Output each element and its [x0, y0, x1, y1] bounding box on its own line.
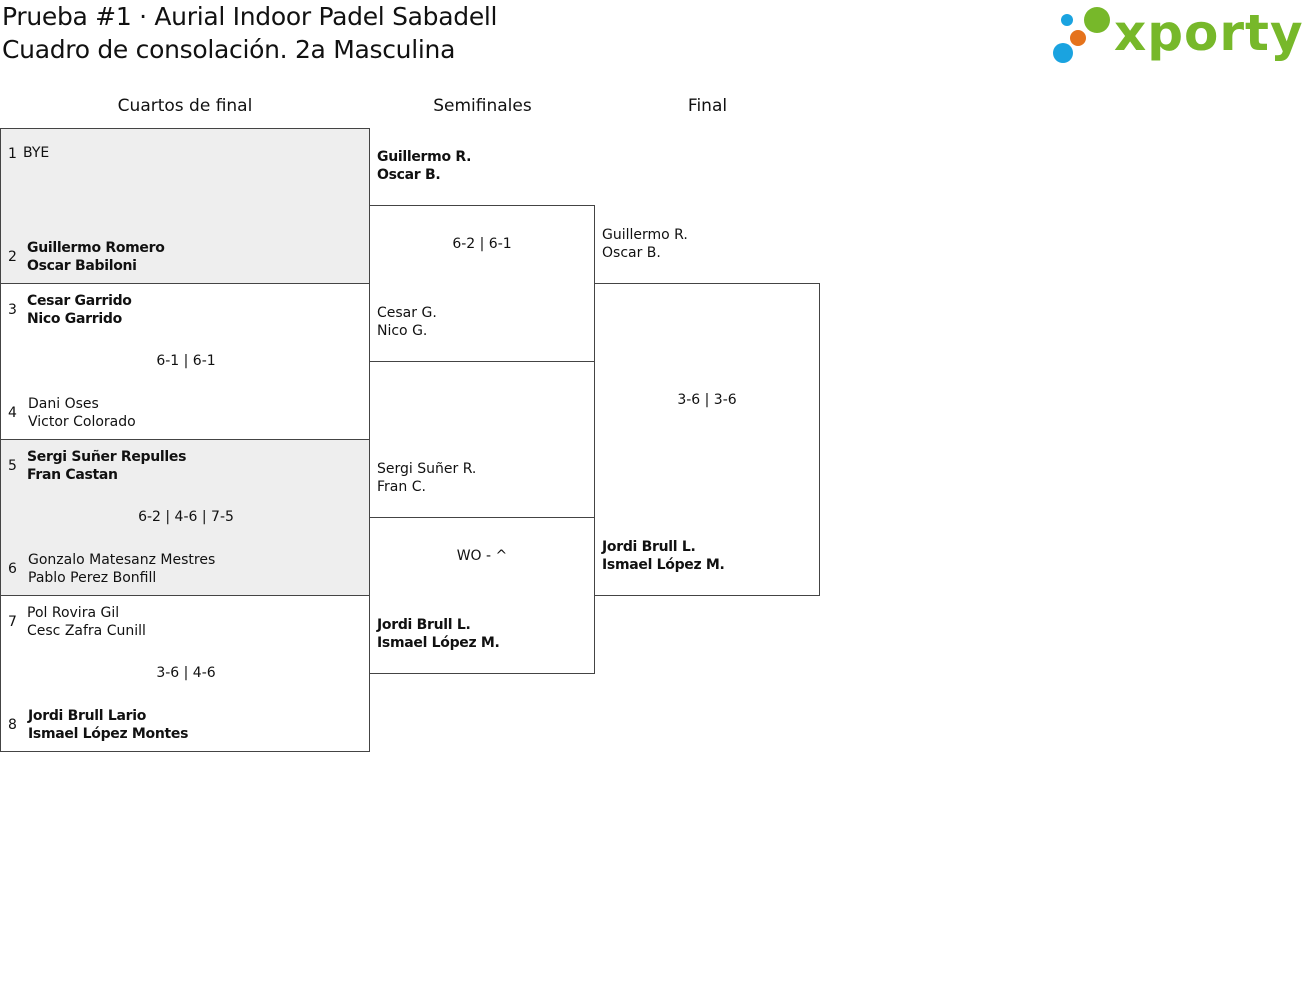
match-score: 3-6 | 4-6	[156, 665, 216, 681]
player-name: Jordi Brull Lario	[28, 708, 147, 724]
team-pair-winner	[27, 448, 186, 484]
player-name: Jordi Brull L.	[602, 539, 696, 555]
final-match	[594, 283, 820, 596]
bye-label: BYE	[23, 145, 50, 161]
seed-number: 7	[8, 614, 17, 630]
seed-number: 4	[8, 405, 17, 421]
player-name: Gonzalo Matesanz Mestres	[28, 552, 216, 568]
player-name: Oscar B.	[602, 245, 661, 261]
seed-number: 8	[8, 717, 17, 733]
match-score: 6-1 | 6-1	[156, 353, 216, 369]
player-name: Sergi Suñer Repulles	[27, 449, 187, 465]
team-pair-winner	[27, 292, 132, 328]
semifinal-match-1	[369, 205, 595, 362]
player-name: Jordi Brull L.	[377, 617, 471, 633]
team-pair	[27, 604, 146, 640]
seed-number: 2	[8, 249, 17, 265]
match-score: 3-6 | 3-6	[677, 392, 737, 408]
round-label-semifinals: Semifinales	[433, 96, 532, 116]
player-name: Pol Rovira Gil	[27, 605, 120, 621]
team-pair-winner	[27, 239, 165, 275]
player-name: Victor Colorado	[28, 414, 136, 430]
seed-number: 5	[8, 458, 17, 474]
final-team-bottom	[602, 538, 725, 574]
player-name: Sergi Suñer R.	[377, 461, 477, 477]
xporty-logo	[1050, 4, 1304, 70]
player-name: Cesar G.	[377, 305, 437, 321]
player-name: Guillermo R.	[602, 227, 688, 243]
player-name: Oscar Babiloni	[27, 258, 137, 274]
player-name: Oscar B.	[377, 167, 441, 183]
logo-dots-icon	[1050, 4, 1114, 68]
semifinal-match-2	[369, 517, 595, 674]
seed-number: 6	[8, 561, 17, 577]
final-team-top	[602, 226, 688, 262]
quarterfinal-match-3	[0, 439, 370, 596]
page-subtitle: Cuadro de consolación. 2a Masculina	[2, 35, 456, 64]
logo-dot-orange	[1070, 30, 1086, 46]
team-pair-winner	[28, 707, 188, 743]
player-name: Pablo Perez Bonfill	[28, 570, 157, 586]
player-name: Dani Oses	[28, 396, 99, 412]
player-name: Nico Garrido	[27, 311, 122, 327]
logo-dot-green	[1084, 7, 1110, 33]
match-score: WO - ^	[456, 548, 508, 564]
player-name: Guillermo Romero	[27, 240, 165, 256]
semifinal-2-team-top	[377, 460, 476, 496]
player-name: Nico G.	[377, 323, 428, 339]
player-name: Fran Castan	[27, 467, 118, 483]
quarterfinal-match-2	[0, 283, 370, 440]
seed-number: 3	[8, 302, 17, 318]
match-score: 6-2 | 4-6 | 7-5	[138, 509, 234, 525]
player-name: Cesc Zafra Cunill	[27, 623, 146, 639]
page-title: Prueba #1 · Aurial Indoor Padel Sabadell	[2, 2, 498, 31]
match-score: 6-2 | 6-1	[452, 236, 512, 252]
player-name: Cesar Garrido	[27, 293, 132, 309]
semifinal-1-team-bottom	[377, 304, 437, 340]
player-name: Guillermo R.	[377, 149, 472, 165]
round-label-quarterfinals: Cuartos de final	[117, 96, 253, 116]
player-name: Ismael López Montes	[28, 726, 189, 742]
quarterfinal-match-1	[0, 128, 370, 284]
team-pair	[28, 395, 136, 431]
seed-number: 1	[8, 146, 17, 162]
player-name: Fran C.	[377, 479, 426, 495]
logo-wordmark: xporty	[1114, 4, 1304, 62]
round-label-final: Final	[687, 96, 728, 116]
logo-dot-blue-large	[1053, 43, 1073, 63]
semifinal-1-team-top	[377, 148, 471, 184]
logo-dot-blue-small	[1061, 14, 1073, 26]
team-pair	[28, 551, 215, 587]
quarterfinal-match-4	[0, 595, 370, 752]
player-name: Ismael López M.	[377, 635, 500, 651]
semifinal-2-team-bottom	[377, 616, 500, 652]
player-name: Ismael López M.	[602, 557, 725, 573]
